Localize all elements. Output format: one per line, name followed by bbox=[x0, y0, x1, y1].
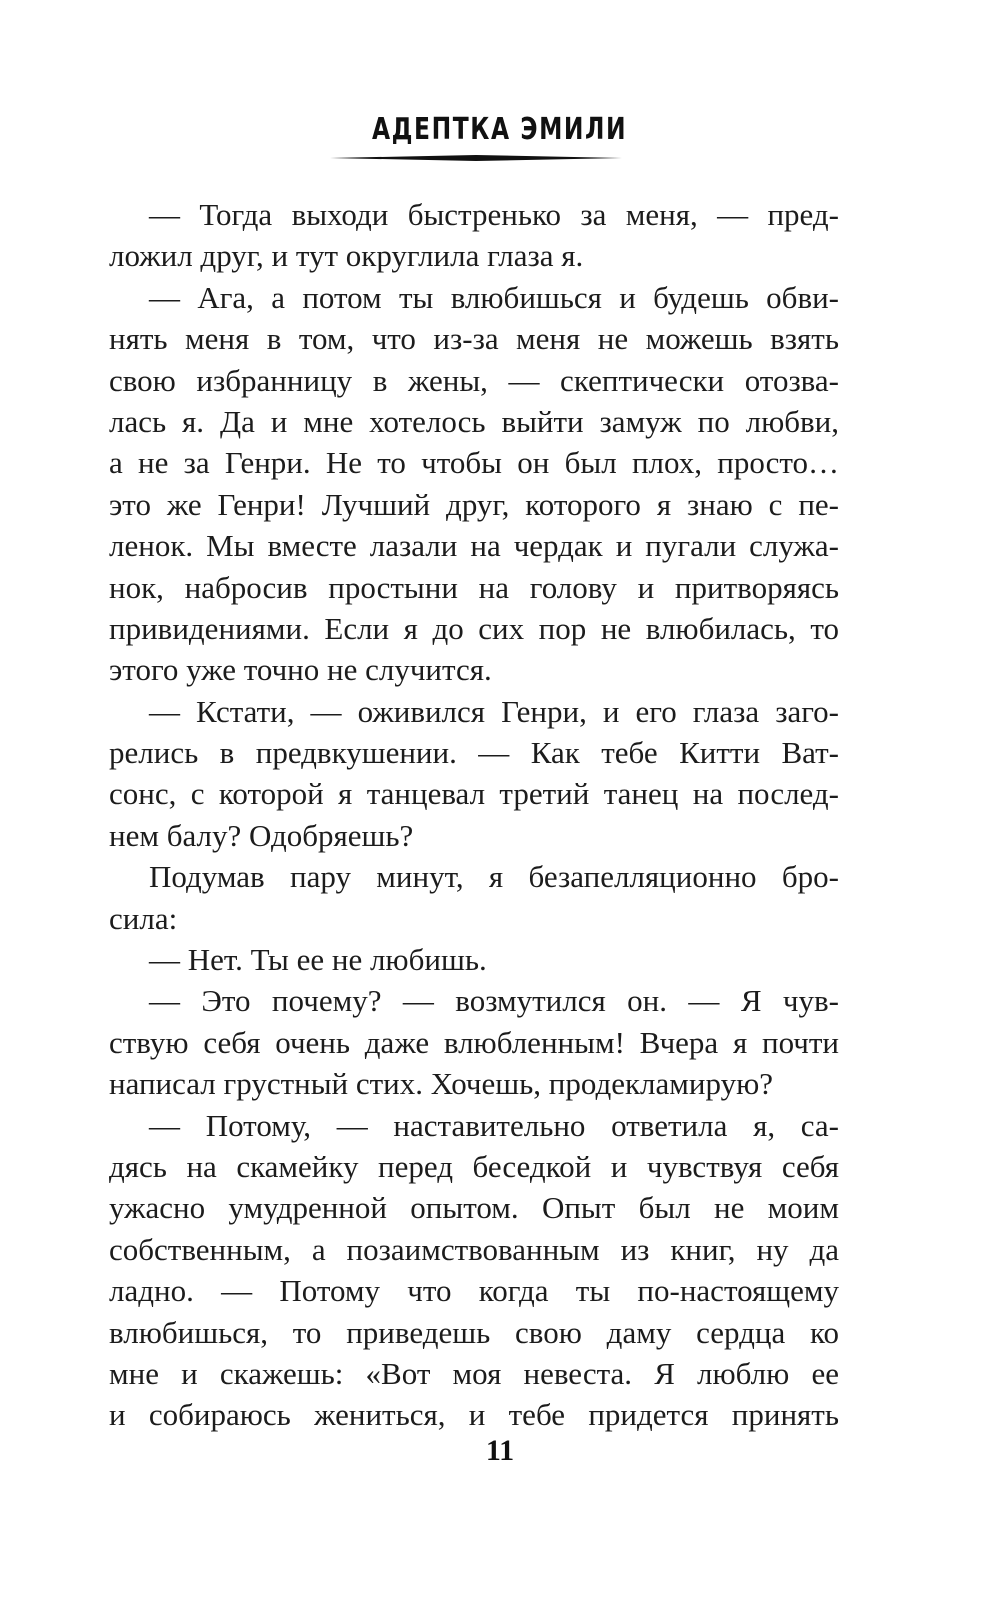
text-line: мне и скажешь: «Вот моя невеста. Я люблю ее bbox=[109, 1355, 839, 1391]
text-line: нем балу? Одобряешь? bbox=[109, 817, 414, 853]
text-line: влюбишься, то приведешь свою даму сердца ко bbox=[109, 1314, 839, 1350]
text-line: — Нет. Ты ее не любишь. bbox=[149, 942, 487, 978]
text-line: — Кстати, — оживился Генри, и его глаза заго- bbox=[149, 693, 839, 729]
text-line: нять меня в том, что из-за меня не можешь взять bbox=[109, 321, 839, 357]
text-line: написал грустный стих. Хочешь, продекламирую? bbox=[109, 1066, 774, 1102]
text-line: а не за Генри. Не то чтобы он был плох, просто… bbox=[109, 445, 839, 481]
text-line: ленок. Мы вместе лазали на чердак и пугали служа- bbox=[109, 528, 839, 564]
text-line: — Ага, а потом ты влюбишься и будешь обви- bbox=[149, 279, 839, 315]
text-line: ладно. — Потому что когда ты по-настоящему bbox=[109, 1273, 839, 1309]
text-line: дясь на скамейку перед беседкой и чувствуя себя bbox=[109, 1148, 839, 1184]
text-line: привидениями. Если я до сих пор не влюбилась, то bbox=[109, 610, 839, 646]
text-line: Подумав пару минут, я безапелляционно бро- bbox=[149, 859, 839, 895]
text-line: — Это почему? — возмутился он. — Я чув- bbox=[149, 983, 839, 1019]
text-line: ствую себя очень даже влюбленным! Вчера я почти bbox=[109, 1024, 839, 1060]
text-line: свою избранницу в жены, — скептически отозва- bbox=[109, 362, 839, 398]
text-line: сонс, с которой я танцевал третий танец на послед- bbox=[109, 776, 839, 812]
text-line: — Тогда выходи быстренько за меня, — пред- bbox=[149, 197, 839, 232]
text-line: нок, набросив простыни на голову и притворяясь bbox=[109, 569, 839, 605]
running-header bbox=[0, 112, 1000, 147]
text-line: — Потому, — наставительно ответила я, са- bbox=[149, 1107, 839, 1143]
text-line: собственным, а позаимствованным из книг, ну да bbox=[109, 1231, 839, 1267]
text-line: лась я. Да и мне хотелось выйти замуж по любви, bbox=[109, 403, 839, 439]
text-line: ложил друг, и тут округлила глаза я. bbox=[109, 238, 584, 274]
text-line: это же Генри! Лучший друг, которого я знаю с пе- bbox=[109, 486, 839, 522]
text-line: и собираюсь жениться, и тебе придется принять bbox=[109, 1397, 839, 1433]
text-line: ужасно умудренной опытом. Опыт был не моим bbox=[109, 1190, 839, 1226]
book-title: АДЕПТКА ЭМИЛИ bbox=[372, 112, 628, 147]
page-number: 11 bbox=[485, 1434, 515, 1467]
body-text bbox=[109, 194, 839, 1436]
header-rule bbox=[330, 155, 622, 161]
text-line: сила: bbox=[109, 900, 178, 936]
text-line: этого уже точно не случится. bbox=[109, 652, 492, 688]
text-line: релись в предвкушении. — Как тебе Китти Ват- bbox=[109, 735, 839, 771]
